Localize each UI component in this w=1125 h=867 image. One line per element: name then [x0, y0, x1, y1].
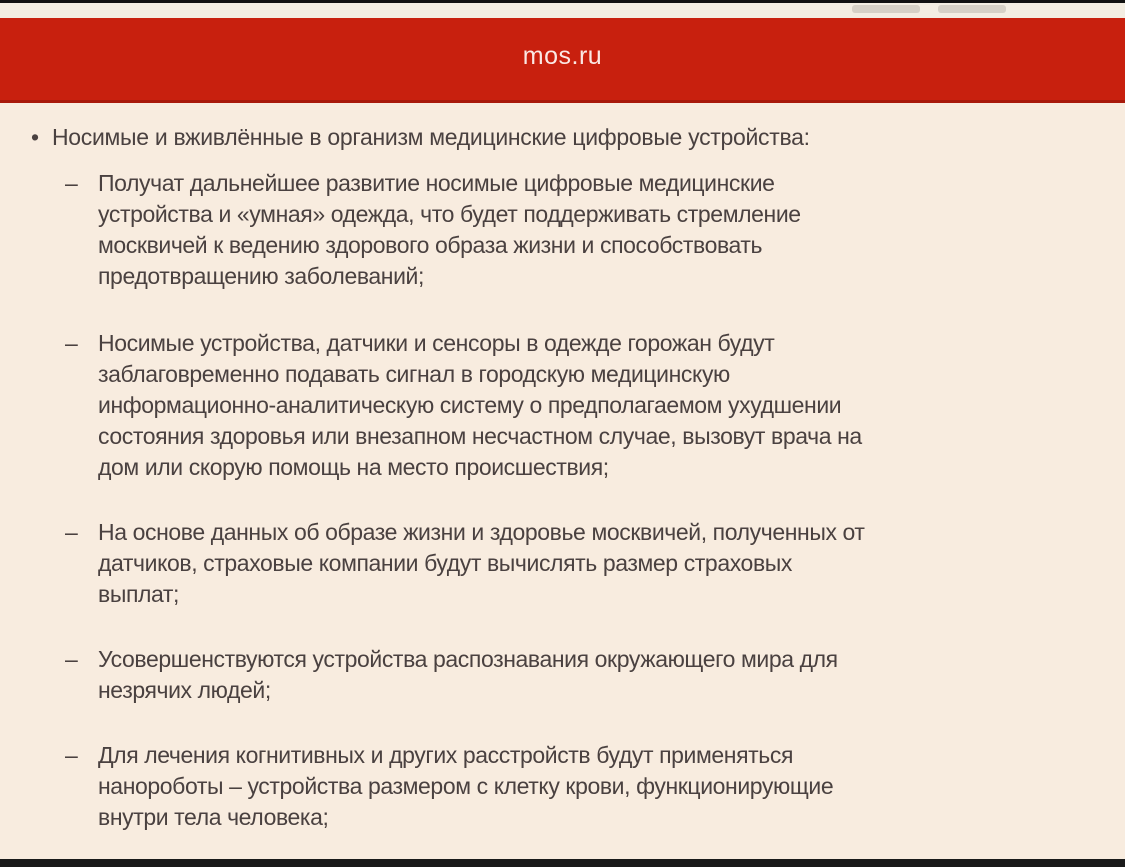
item-text-line: информационно-аналитическую систему о предполагаемом ухудшении — [98, 392, 842, 418]
item-text-line: датчиков, страховые компании будут вычислять размер страховых — [98, 550, 792, 576]
item-text-line: дом или скорую помощь на место происшествия; — [98, 454, 609, 480]
sub-list-item — [65, 740, 1088, 833]
item-text-line: Носимые устройства, датчики и сенсоры в одежде горожан будут — [98, 330, 775, 356]
dash-marker: – — [65, 330, 78, 356]
item-text-line: заблаговременно подавать сигнал в городскую медицинскую — [98, 361, 730, 387]
item-text-line: Получат дальнейшее развитие носимые цифровые медицинские — [98, 170, 775, 196]
browser-top-bar — [0, 0, 1125, 18]
bullet-marker: • — [31, 124, 39, 150]
item-text-line: Усовершенствуются устройства распознавания окружающего мира для — [98, 646, 838, 672]
sub-list-item — [65, 517, 1088, 610]
bottom-edge-bar — [0, 859, 1125, 867]
lead-text: Носимые и вживлённые в организм медицинские цифровые устройства: — [52, 124, 810, 150]
item-text-line: москвичей к ведению здорового образа жизни и способствовать — [98, 232, 763, 258]
site-title: mos.ru — [522, 41, 603, 70]
dash-marker: – — [65, 519, 78, 545]
item-text-line: устройства и «умная» одежда, что будет поддерживать стремление — [98, 201, 801, 227]
sub-list-item — [65, 644, 1088, 706]
dash-marker: – — [65, 646, 78, 672]
article-content — [0, 103, 1125, 859]
site-header — [0, 18, 1125, 103]
item-text-line: нанороботы – устройства размером с клетку крови, функционирующие — [98, 773, 834, 799]
item-text-line: Для лечения когнитивных и других расстройств будут применяться — [98, 742, 794, 768]
item-text-line: выплат; — [98, 581, 180, 607]
dash-marker: – — [65, 742, 78, 768]
item-text-line: На основе данных об образе жизни и здоровье москвичей, полученных от — [98, 519, 865, 545]
item-text-line: предотвращению заболеваний; — [98, 263, 424, 289]
sub-list-item — [65, 328, 1088, 483]
item-text-line: внутри тела человека; — [98, 804, 329, 830]
sub-list-item — [65, 168, 1088, 292]
browser-tab-placeholder — [938, 5, 1006, 13]
dash-marker: – — [65, 170, 78, 196]
browser-tab-placeholder — [852, 5, 920, 13]
lead-list-item — [0, 122, 1125, 153]
item-text-line: незрячих людей; — [98, 677, 271, 703]
item-text-line: состояния здоровья или внезапном несчастном случае, вызовут врача на — [98, 423, 862, 449]
